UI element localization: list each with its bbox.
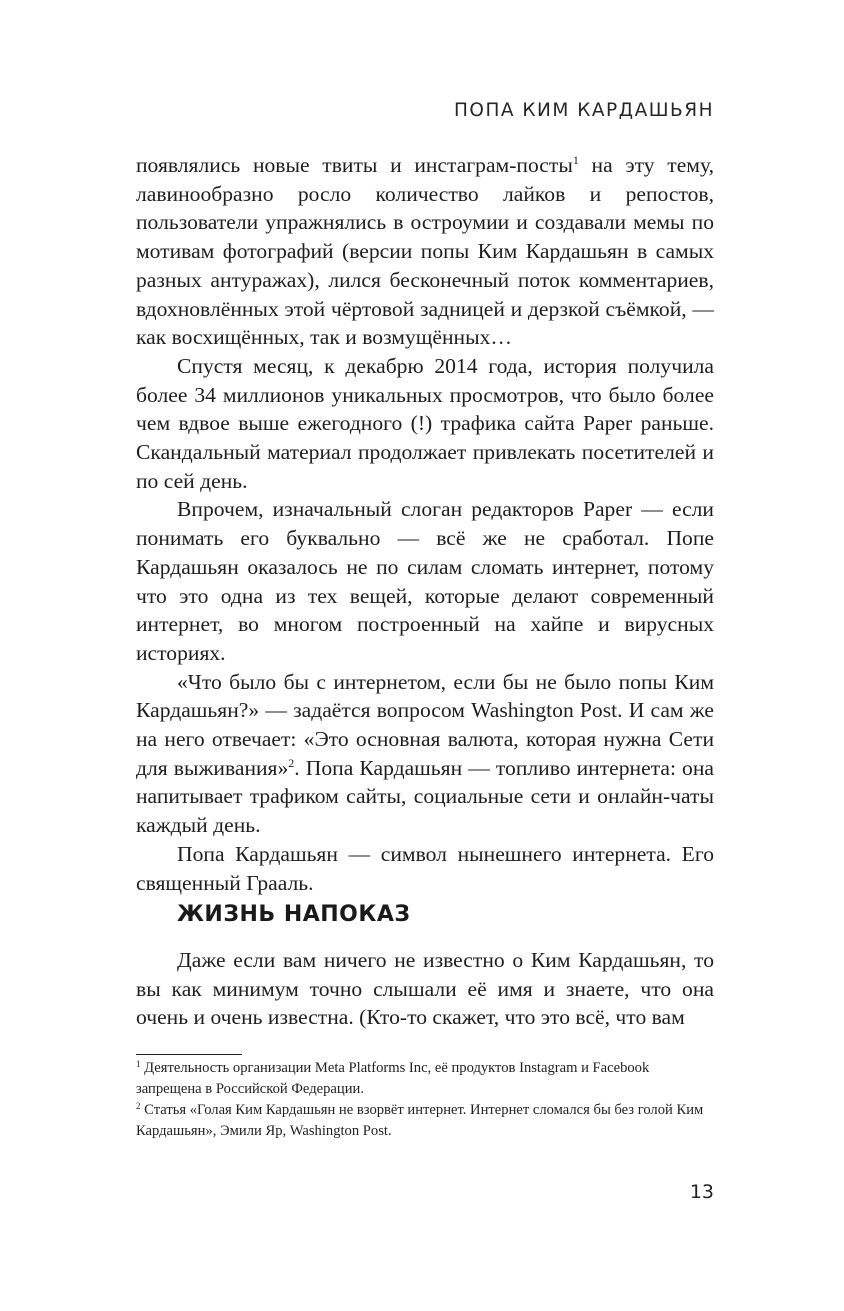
paragraph-text: «Что было бы с интернетом, если бы не было попы Ким Кардашьян?» — задаётся вопросом Washington Post. И сам же на него отвечает: «Это основная валюта, которая нужна Сети для выживания» (136, 669, 714, 780)
paragraph-text: на эту тему, лавинообразно росло количество лайков и репостов, пользователи упражнялись в остроумии и создавали мемы по мотивам фотографий (версии попы Ким Кардашьян в самых разных антуражах), лился бесконечный поток комментариев, вдохновлённых этой чёртовой задницей и дерзкой съёмкой, — как восхищённых, так и возмущённых… (136, 153, 714, 350)
paragraph: Даже если вам ничего не известно о Ким Кардашьян, то вы как минимум точно слышали её имя и знаете, что она очень и очень известна. (Кто-то скажет, что это всё, что вам (136, 948, 714, 1030)
running-head: ПОПА КИМ КАРДАШЬЯН (453, 100, 714, 121)
paragraph: Попа Кардашьян — символ нынешнего интернета. Его священный Грааль. (136, 841, 714, 895)
footnote-divider (136, 1054, 242, 1055)
footnote (136, 1100, 716, 1142)
page-number: 13 (689, 1181, 714, 1203)
paragraph (136, 151, 714, 352)
paragraph: Впрочем, изначальный слоган редакторов Paper — если понимать его буквально — всё же не сработал. Попе Кардашьян оказалось не по силам сломать интернет, потому что это одна из тех вещей, которые делают современный интернет, во многом построенный на хайпе и вирусных историях. (136, 497, 714, 665)
footnote-number: 2 (136, 1101, 141, 1111)
section-text (136, 946, 714, 1032)
paragraph-text: появлялись новые твиты и инстаграм-посты (136, 153, 573, 177)
paragraph (136, 668, 714, 840)
footnote-number: 1 (136, 1059, 141, 1069)
footnote (136, 1058, 716, 1100)
paragraph-text: . Попа Кардашьян — топливо интернета: она напитывает трафиком сайты, социальные сети и онлайн-чаты каждый день. (136, 755, 714, 838)
footnotes (136, 1058, 716, 1142)
section-heading: ЖИЗНЬ НАПОКАЗ (177, 902, 411, 927)
footnote-text: Статья «Голая Ким Кардашьян не взорвёт интернет. Интернет сломался бы без голой Ким Кардашьян», Эмили Яр, Washington Post. (136, 1102, 704, 1139)
footnote-ref: 1 (572, 153, 579, 167)
footnote-ref: 2 (288, 755, 295, 770)
paragraph: Спустя месяц, к декабрю 2014 года, история получила более 34 миллионов уникальных просмотров, что было более чем вдвое выше ежегодного (!) трафика сайта Paper раньше. Скандальный материал продолжает привлекать посетителей и по сей день. (136, 353, 714, 493)
footnote-text: Деятельность организации Meta Platforms Inc, её продуктов Instagram и Facebook запрещена в Российской Федерации. (136, 1060, 650, 1097)
body-text (136, 151, 714, 897)
